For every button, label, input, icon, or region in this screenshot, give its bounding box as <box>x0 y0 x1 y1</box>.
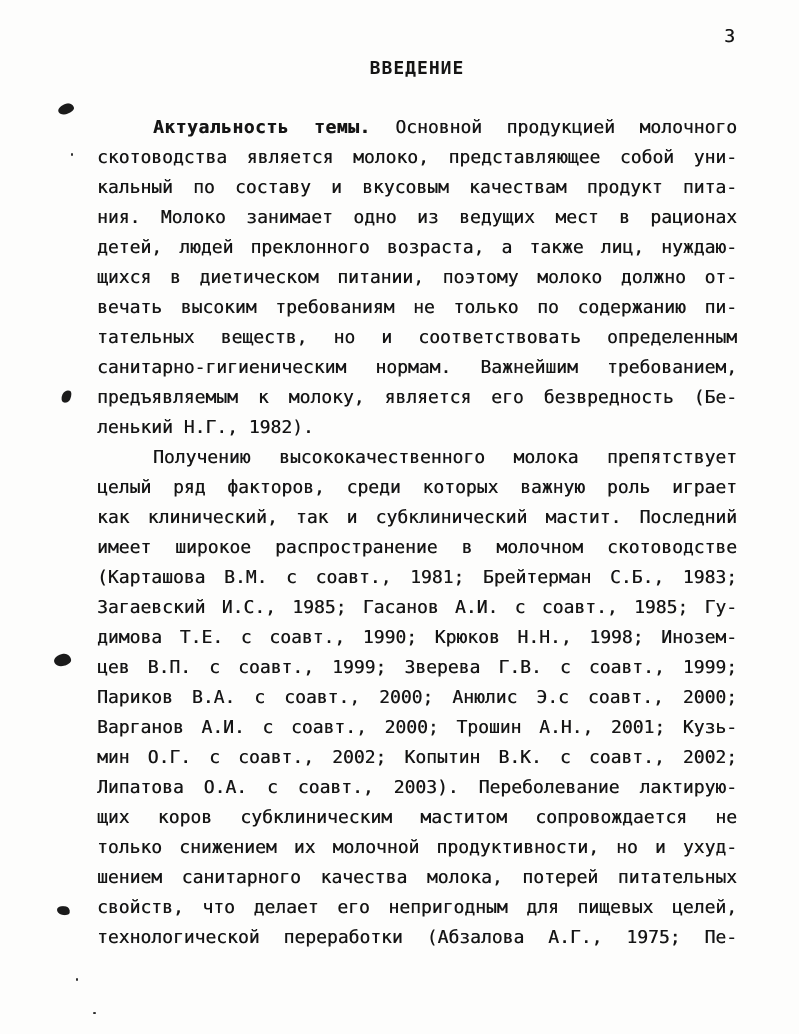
text-line: (Карташова В.М. с соавт., 1981; Брейтерман С.Б., 1983; <box>97 567 737 588</box>
text-line: тательных веществ, но и соответствовать определенным <box>97 327 737 348</box>
ink-smudge <box>53 653 72 668</box>
text-line: вечать высоким требованиям не только по содержанию пи- <box>97 297 737 318</box>
ink-speck <box>71 153 73 156</box>
text-line: санитарно-гигиеническим нормам. Важнейшим требованием, <box>97 357 737 378</box>
text-line: щихся в диетическом питании, поэтому молоко должно от- <box>97 267 737 288</box>
text-line: Актуальность темы. Основной продукцией молочного <box>153 117 737 138</box>
paragraphs-container <box>97 113 737 953</box>
text-line: щих коров субклиническим маститом сопровождается не <box>97 807 737 828</box>
text-line: Загаевский И.С., 1985; Гасанов А.И. с соавт., 1985; Гу- <box>97 597 737 618</box>
ink-smudge <box>57 102 75 116</box>
text-line: цев В.П. с соавт., 1999; Зверева Г.В. с соавт., 1999; <box>97 657 737 678</box>
ink-smudge <box>56 905 71 917</box>
text-line: имеет широкое распространение в молочном скотоводстве <box>97 537 737 558</box>
bold-lead: Актуальность темы. <box>153 117 371 138</box>
text-line: только снижением их молочной продуктивности, но и ухуд- <box>97 837 737 858</box>
text-line: технологической переработки (Абзалова А.Г., 1975; Пе- <box>97 927 737 948</box>
section-heading: ВВЕДЕНИЕ <box>369 58 465 79</box>
ink-speck <box>76 978 78 981</box>
ink-smudge <box>60 389 74 405</box>
text-line: Париков В.А. с соавт., 2000; Анюлис Э.с соавт., 2000; <box>97 687 737 708</box>
text-line: ленький Н.Г., 1982). <box>97 417 314 438</box>
page-number: 3 <box>724 26 735 47</box>
text-line: предъявляемым к молоку, является его безвредность (Бе- <box>97 387 737 408</box>
text-line: шением санитарного качества молока, потерей питательных <box>97 867 737 888</box>
text-line: Варганов А.И. с соавт., 2000; Трошин А.Н., 2001; Кузь- <box>97 717 737 738</box>
text-line: Липатова О.А. с соавт., 2003). Переболевание лактирую- <box>97 777 737 798</box>
text-line: кальный по составу и вкусовым качествам продукт пита- <box>97 177 737 198</box>
text-line: свойств, что делает его непригодным для пищевых целей, <box>97 897 737 918</box>
text-line: целый ряд факторов, среди которых важную роль играет <box>97 477 737 498</box>
text-line: мин О.Г. с соавт., 2002; Копытин В.К. с соавт., 2002; <box>97 747 737 768</box>
text-line: детей, людей преклонного возраста, а также лиц, нуждаю- <box>97 237 737 258</box>
text-line: Получению высококачественного молока препятствует <box>153 447 737 468</box>
text-line: димова Т.Е. с соавт., 1990; Крюков Н.Н., 1998; Инозем- <box>97 627 737 648</box>
text-line: ния. Молоко занимает одно из ведущих мест в рационах <box>97 207 737 228</box>
text-line: скотоводства является молоко, представляющее собой уни- <box>97 147 737 168</box>
ink-speck <box>93 1012 96 1014</box>
text-line: как клинический, так и субклинический мастит. Последний <box>97 507 737 528</box>
